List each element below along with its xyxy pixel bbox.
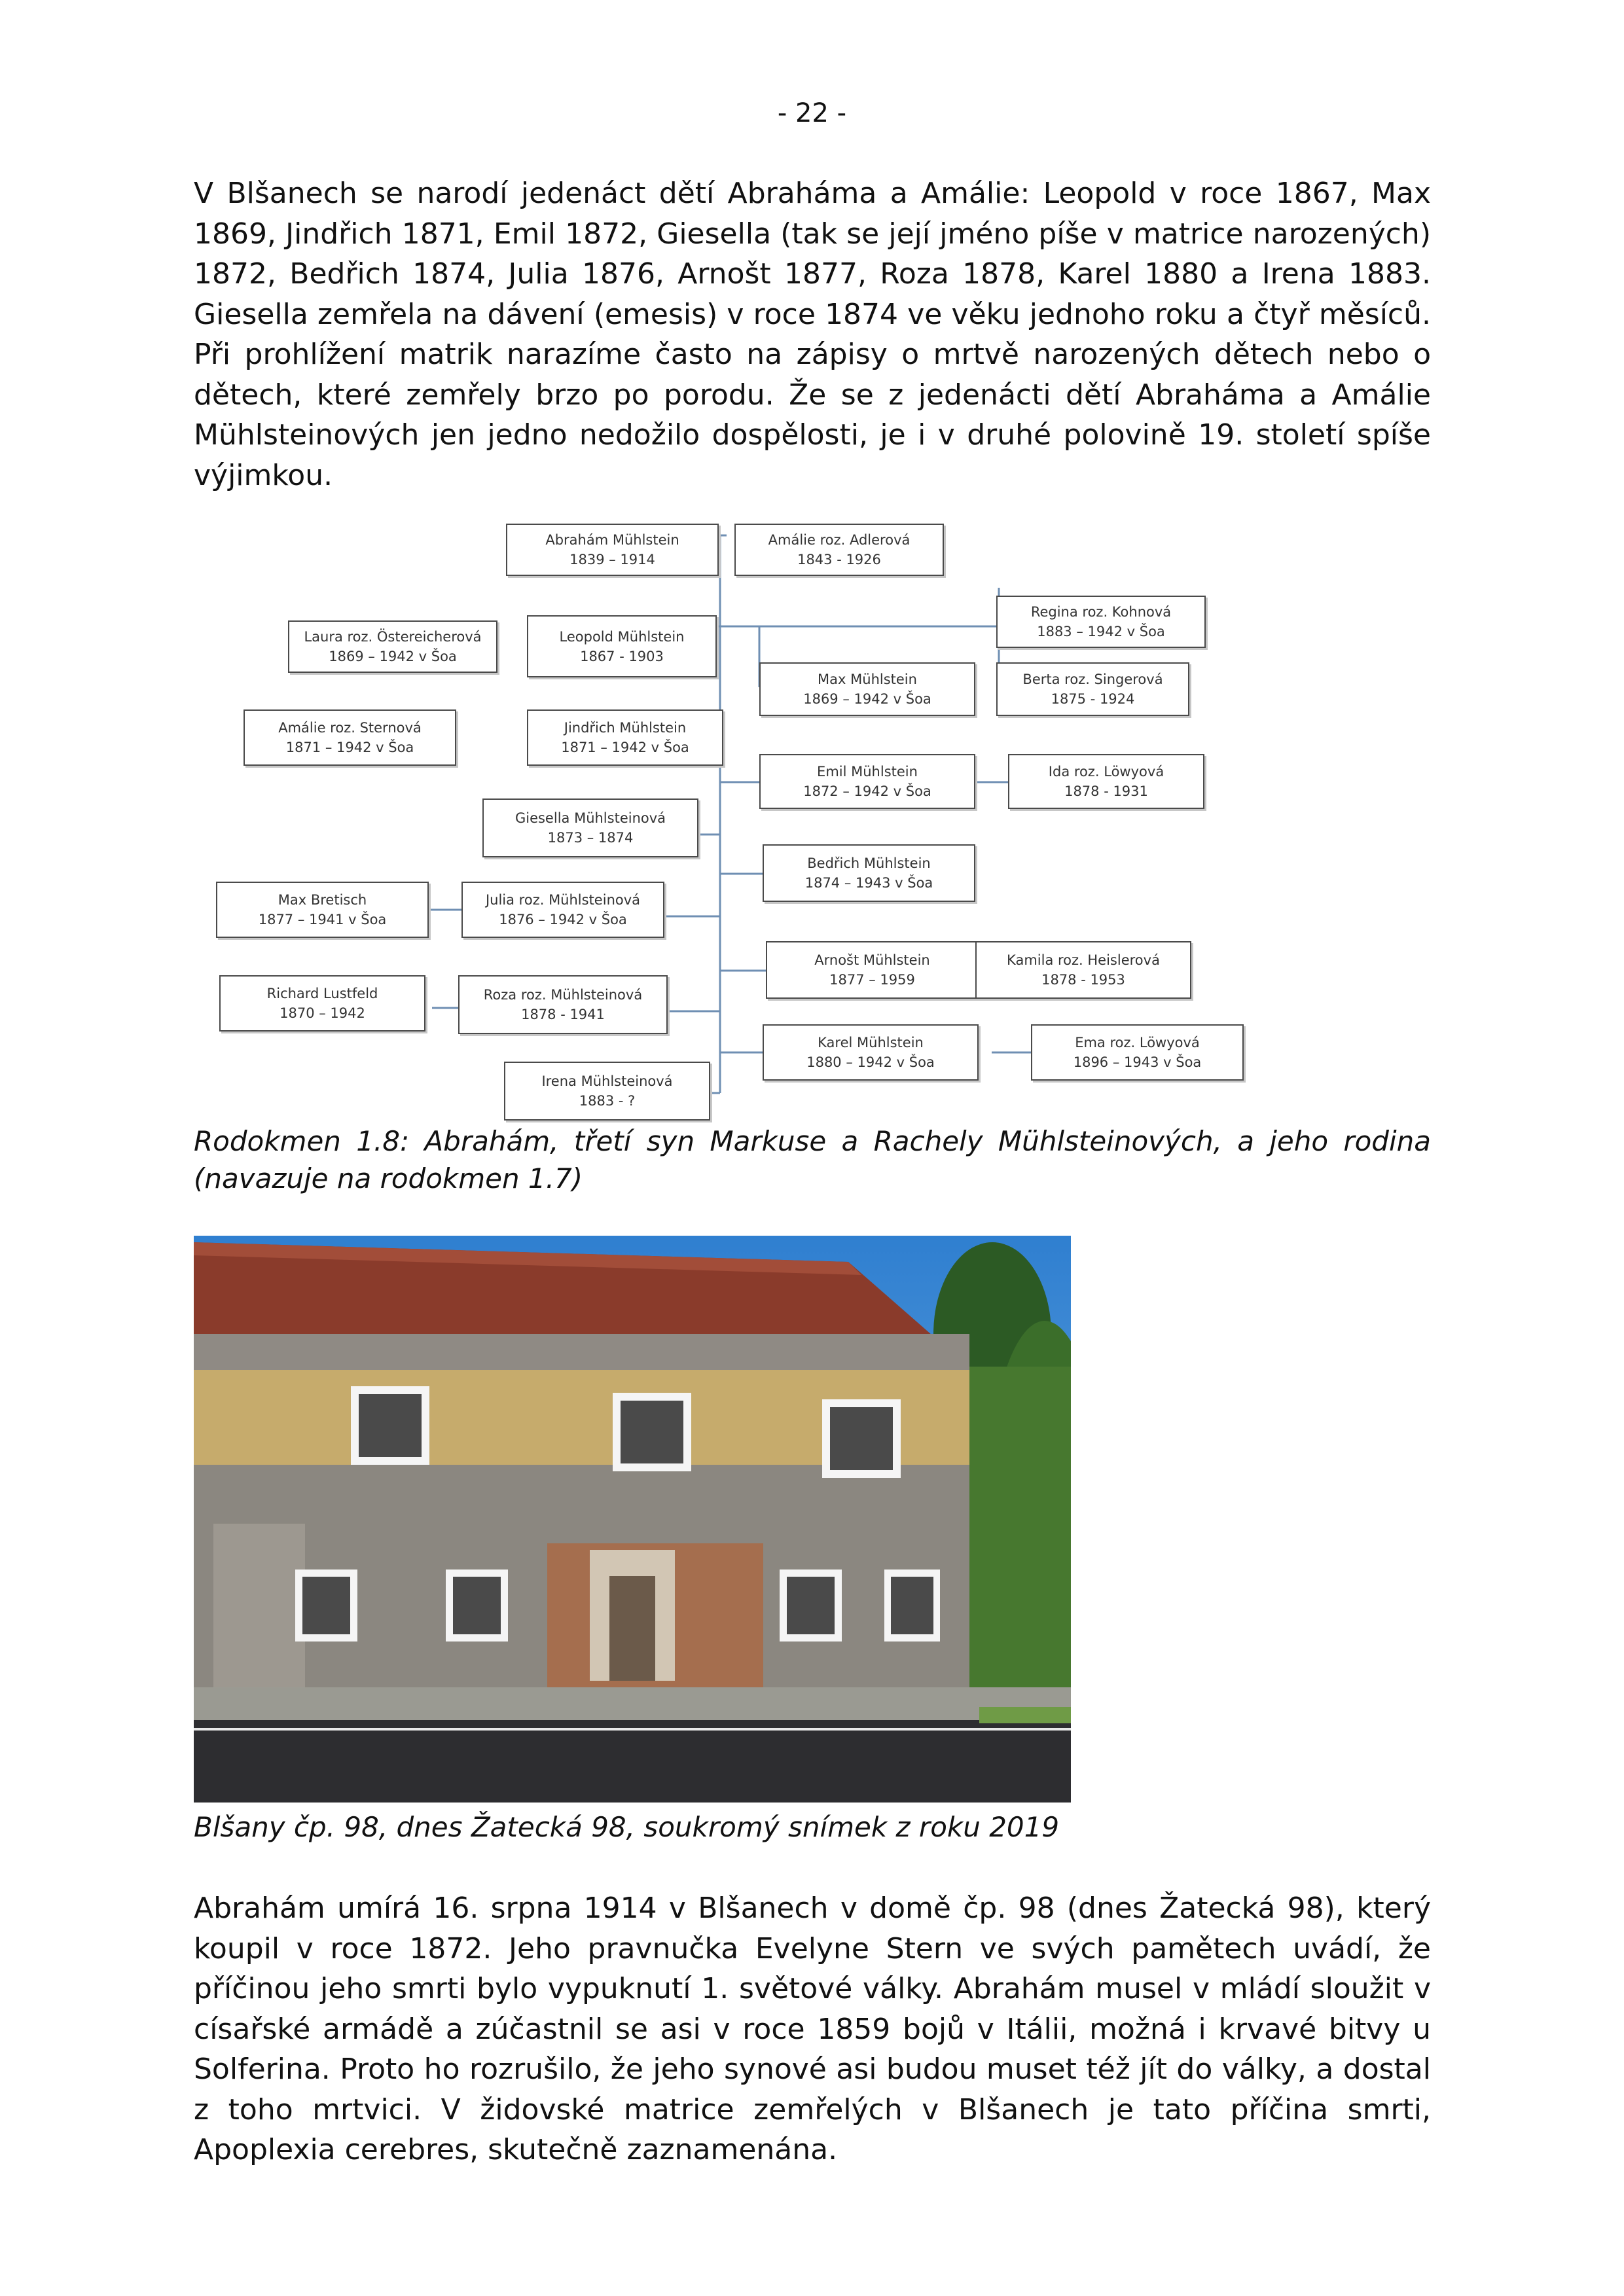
- person-card-julia: Julia roz. Mühlsteinová 1876 – 1942 v Šoa: [461, 882, 664, 938]
- person-card-karel: Karel Mühlstein 1880 – 1942 v Šoa: [763, 1024, 979, 1081]
- body-paragraph-1: V Blšanech se narodí jedenáct dětí Abraháma a Amálie: Leopold v roce 1867, Max 1869, Jindřich 1871, Emil 1872, Giesella (tak se její jméno píše v matrice narozených) 1872, Bedřich 1874, Julia 1876, Arnošt 1877, Roza 1878, Karel 1880 a Irena 1883. Giesella zemřela na dávení (emesis) v roce 1874 ve věku jednoho roku a čtyř měsíců. Při prohlížení matrik narazíme často na zápisy o mrtvě narozených dětech nebo o dětech, které zemřely brzo po porodu. Že se z jedenácti dětí Abraháma a Amálie Mühlsteinových jen jedno nedožilo dospělosti, je i v druhé polovině 19. století spíše výjimkou.: [194, 177, 1431, 492]
- person-card-jindrich: Jindřich Mühlstein 1871 – 1942 v Šoa: [527, 709, 723, 766]
- person-card-regina: Regina roz. Kohnová 1883 – 1942 v Šoa: [996, 596, 1206, 648]
- person-card-laura: Laura roz. Östereicherová 1869 – 1942 v Šoa: [288, 620, 497, 673]
- person-card-roza: Roza roz. Mühlsteinová 1878 - 1941: [458, 975, 668, 1034]
- photo-caption: Blšany čp. 98, dnes Žatecká 98, soukromý snímek z roku 2019: [194, 1811, 1060, 1843]
- house-photo: [194, 1236, 1071, 1803]
- person-card-richard: Richard Lustfeld 1870 – 1942: [219, 975, 425, 1031]
- person-card-giesella: Giesella Mühlsteinová 1873 – 1874: [482, 798, 698, 857]
- person-card-berta: Berta roz. Singerová 1875 - 1924: [996, 662, 1189, 716]
- person-card-ema: Ema roz. Löwyová 1896 – 1943 v Šoa: [1031, 1024, 1244, 1081]
- person-card-arnost: Arnošt Mühlstein 1877 – 1959: [766, 941, 979, 999]
- person-card-bedrich: Bedřich Mühlstein 1874 – 1943 v Šoa: [763, 844, 975, 902]
- body-paragraph-2: Abrahám umírá 16. srpna 1914 v Blšanech v domě čp. 98 (dnes Žatecká 98), který koupil v roce 1872. Jeho pravnučka Evelyne Stern ve svých pamětech uvádí, že příčinou jeho smrti bylo vypuknutí 1. světové války. Abrahám musel v mládí sloužit v císařské armádě a zúčastnil se asi v roce 1859 bojů v Itálii, možná i krvavé bitvy u Solferina. Proto ho rozrušilo, že jeho synové asi budou muset též jít do války, a dostal z toho mrtvici. V židovské matrice zemřelých v Blšanech je tato příčina smrti, Apoplexia cerebres, skutečně zaznamenána.: [194, 1892, 1431, 2166]
- person-card-leopold: Leopold Mühlstein 1867 - 1903: [527, 615, 717, 677]
- person-card-emil: Emil Mühlstein 1872 – 1942 v Šoa: [759, 754, 975, 809]
- page-number: - 22 -: [777, 98, 847, 128]
- person-card-max-muhlstein: Max Mühlstein 1869 – 1942 v Šoa: [759, 662, 975, 716]
- family-tree: [196, 517, 1296, 1126]
- person-card-abraham: Abrahám Mühlstein 1839 – 1914: [506, 524, 719, 576]
- person-card-max-bretisch: Max Bretisch 1877 – 1941 v Šoa: [216, 882, 429, 938]
- person-card-amalie-sternova: Amálie roz. Sternová 1871 – 1942 v Šoa: [244, 709, 456, 766]
- person-card-kamila: Kamila roz. Heislerová 1878 - 1953: [975, 941, 1191, 999]
- family-tree-caption: Rodokmen 1.8: Abrahám, třetí syn Markuse a Rachely Mühlsteinových, a jeho rodina (navazuje na rodokmen 1.7): [194, 1125, 1431, 1194]
- person-card-amalie: Amálie roz. Adlerová 1843 - 1926: [734, 524, 944, 576]
- person-card-irena: Irena Mühlsteinová 1883 - ?: [504, 1062, 710, 1121]
- person-card-ida: Ida roz. Löwyová 1878 - 1931: [1008, 754, 1204, 809]
